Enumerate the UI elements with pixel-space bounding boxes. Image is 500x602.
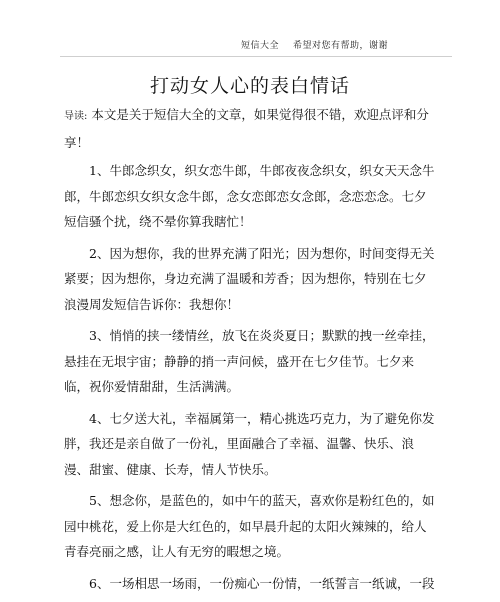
intro-paragraph <box>64 102 436 155</box>
page-header <box>241 38 388 51</box>
header-thanks-note: 希望对您有帮助，谢谢 <box>292 41 388 51</box>
message-item-3: 3、悄悄的挟一缕情丝，放飞在炎炎夏日；默默的拽一丝牵挂，悬挂在无垠宇宙；静静的捎一声问候，盛开在七夕佳节。七夕来临，祝你爱情甜甜，生活满满。 <box>64 328 435 394</box>
article-title: 打动女人心的表白情话 <box>149 75 350 97</box>
message-item-5: 5、想念你，是蓝色的，如中午的蓝天，喜欢你是粉红色的，如园中桃花，爱上你是大红色的，如早晨升起的太阳火辣辣的，给人青春亮丽之感，让人有无穷的暇想之境。 <box>64 493 435 559</box>
message-item-1: 1、牛郎念织女，织女恋牛郎，牛郎夜夜念织女，织女天天念牛郎，牛郎恋织女织女念牛郎，念女恋郎恋女念郎，念恋恋念。七夕短信骚个扰，绕不晕你算我瞎忙！ <box>64 163 435 229</box>
header-divider <box>60 56 452 57</box>
intro-label: 导读: <box>64 111 88 122</box>
message-item-6: 6、一场相思一场雨，一份痴心一份情，一纸誓言一纸诚，一段 <box>89 575 435 591</box>
message-item-2: 2、因为想你，我的世界充满了阳光；因为想你，时间变得无关紧要；因为想你，身边充满了温暖和芳香；因为想你，特别在七夕浪漫周发短信告诉你：我想你！ <box>64 245 435 312</box>
intro-text: 本文是关于短信大全的文章，如果觉得很不错，欢迎点评和分享！ <box>64 107 429 150</box>
header-site-name: 短信大全 <box>240 41 279 51</box>
article-body <box>64 102 436 602</box>
message-item-4: 4、七夕送大礼，幸福属第一，精心挑选巧克力，为了避免你发胖，我还是亲自做了一份礼，里面融合了幸福、温馨、快乐、浪漫、甜蜜、健康、长寿，情人节快乐。 <box>64 410 435 477</box>
